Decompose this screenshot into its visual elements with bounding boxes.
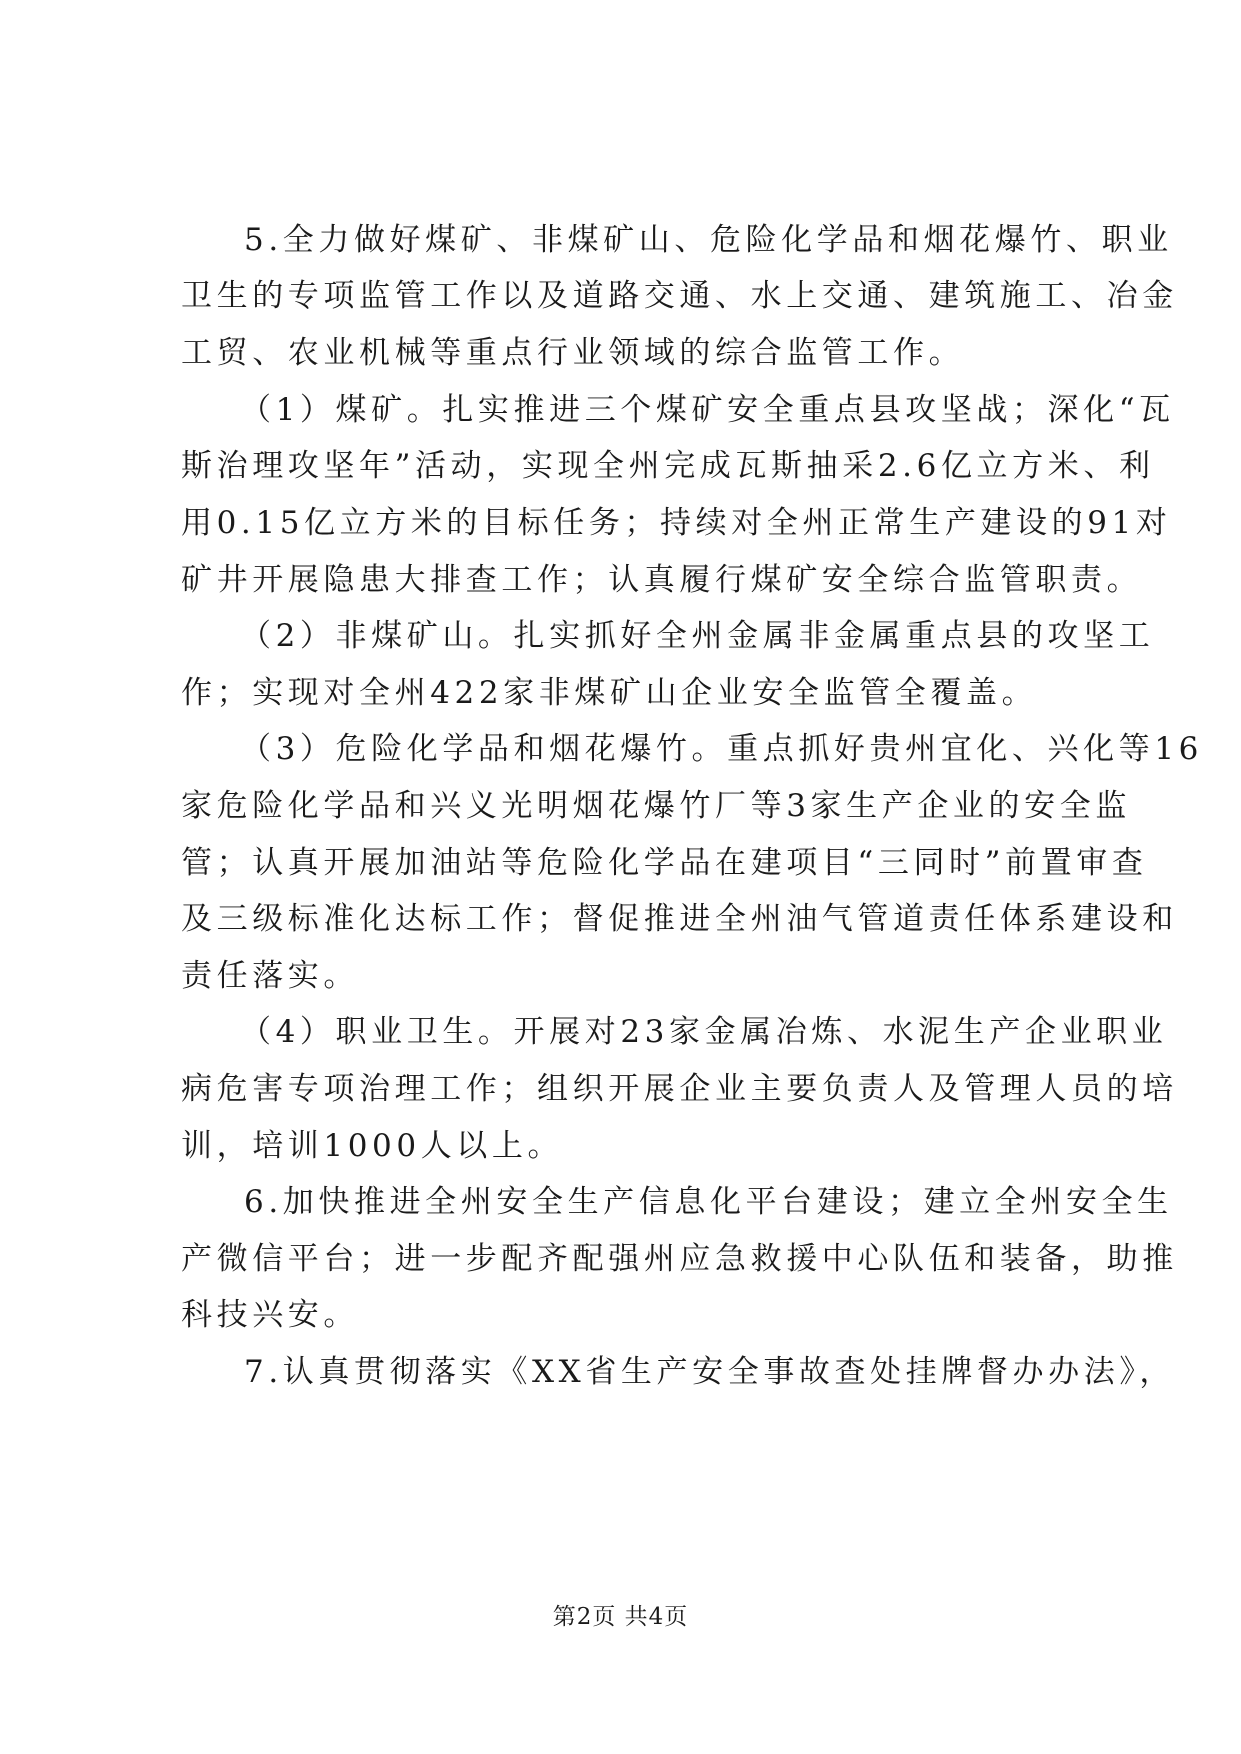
body-line: 作；实现对全州422家非煤矿山企业安全监管全覆盖。: [181, 675, 1038, 711]
body-line: 科技兴安。: [181, 1297, 359, 1333]
body-line: 矿井开展隐患大排查工作；认真履行煤矿安全综合监管职责。: [181, 562, 1143, 598]
body-line: 管；认真开展加油站等危险化学品在建项目“三同时”前置审查: [181, 845, 1148, 881]
body-line: 斯治理攻坚年”活动，实现全州完成瓦斯抽采2.6亿立方米、利: [181, 448, 1155, 484]
body-line: 5.全力做好煤矿、非煤矿山、危险化学品和烟花爆竹、职业: [244, 222, 1173, 258]
body-line: 6.加快推进全州安全生产信息化平台建设；建立全州安全生: [244, 1184, 1173, 1220]
body-line: （3）危险化学品和烟花爆竹。重点抓好贵州宜化、兴化等16: [240, 731, 1203, 767]
body-line: 训，培训1000人以上。: [181, 1128, 564, 1164]
body-line: 病危害专项治理工作；组织开展企业主要负责人及管理人员的培: [181, 1071, 1178, 1107]
body-line: 工贸、农业机械等重点行业领域的综合监管工作。: [181, 335, 965, 371]
body-line: 用0.15亿立方米的目标任务；持续对全州正常生产建设的91对: [181, 505, 1172, 541]
body-line: 7.认真贯彻落实《XX省生产安全事故查处挂牌督办办法》，: [244, 1354, 1176, 1390]
body-line: （1）煤矿。扎实推进三个煤矿安全重点县攻坚战；深化“瓦: [240, 392, 1175, 428]
body-line: （2）非煤矿山。扎实抓好全州金属非金属重点县的攻坚工: [240, 618, 1155, 654]
body-line: （4）职业卫生。开展对23家金属冶炼、水泥生产企业职业: [240, 1014, 1168, 1050]
body-line: 及三级标准化达标工作；督促推进全州油气管道责任体系建设和: [181, 901, 1178, 937]
page-number-footer: 第2页 共4页: [552, 1604, 689, 1630]
body-line: 责任落实。: [181, 958, 359, 994]
body-line: 产微信平台；进一步配齐配强州应急救援中心队伍和装备，助推: [181, 1241, 1178, 1277]
body-line: 家危险化学品和兴义光明烟花爆竹厂等3家生产企业的安全监: [181, 788, 1131, 824]
body-line: 卫生的专项监管工作以及道路交通、水上交通、建筑施工、冶金: [181, 278, 1178, 314]
